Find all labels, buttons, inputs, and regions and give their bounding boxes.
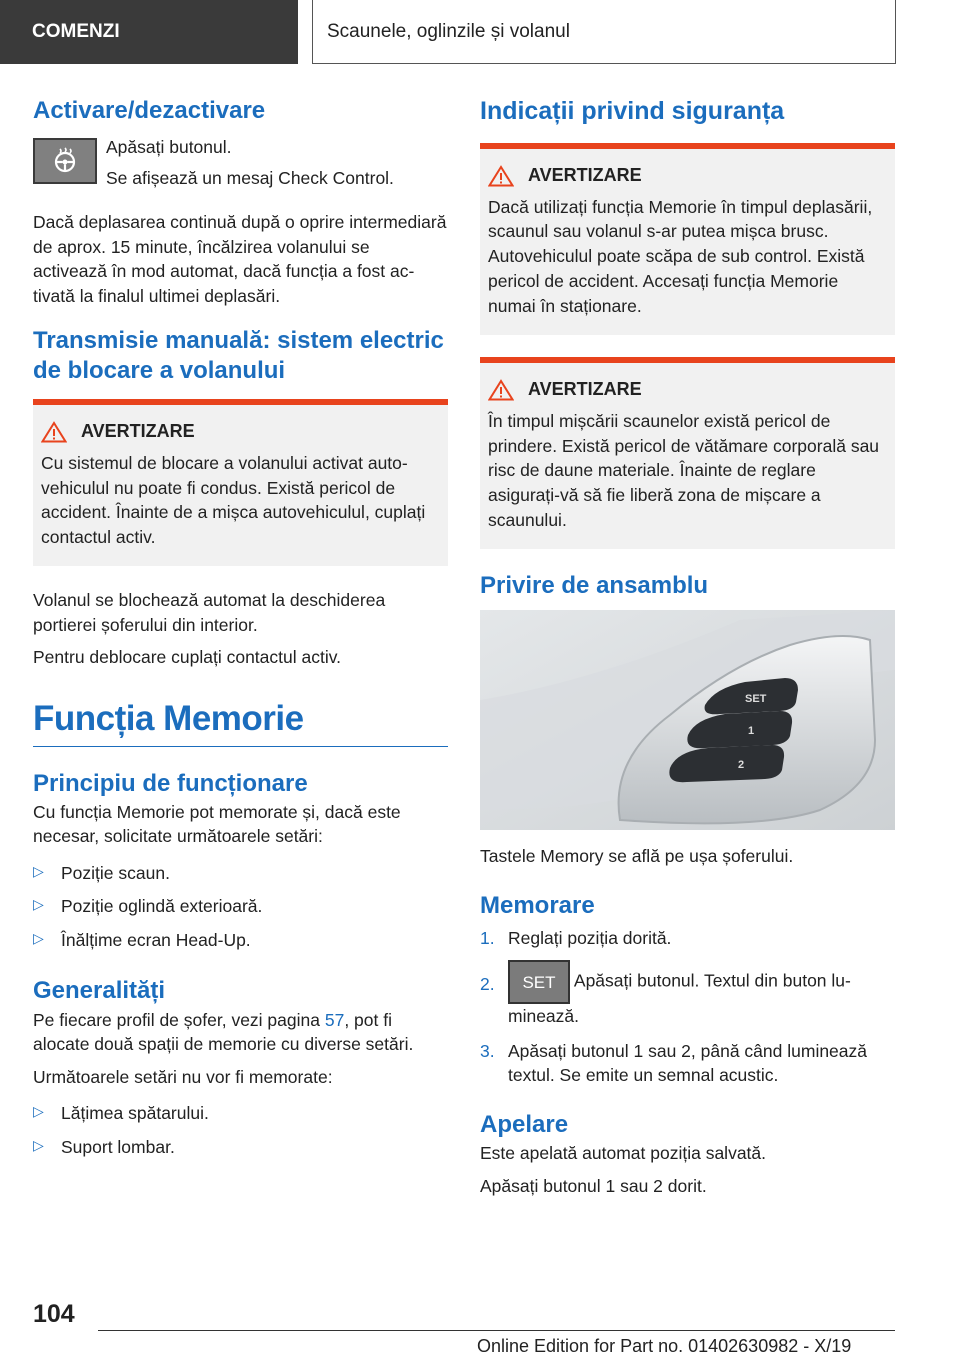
list-item: ▷ Suport lombar. xyxy=(33,1136,175,1157)
heading-apelare: Apelare xyxy=(480,1110,569,1138)
footer-edition: Online Edition for Part no. 01402630982 - X/19 xyxy=(477,1336,852,1356)
nu-memorate-text: Următoarele setări nu vor fi memorate: xyxy=(33,1066,333,1087)
triangle-bullet-icon: ▷ xyxy=(33,1103,44,1120)
triangle-bullet-icon: ▷ xyxy=(33,896,44,913)
activare-paragraph: Dacă deplasarea continuă după o oprire intermediară de aprox. 15 minute, încălzirea volanului se activează în mod automat, dacă funcția a fost activată la finalul ultimei deplasări. xyxy=(33,212,447,306)
principiu-text: Cu funcția Memorie pot memorate și, dacă este necesar, solicitate următoarele setări: xyxy=(33,801,401,847)
warning-triangle-icon xyxy=(488,165,514,187)
heading-transmisie: Transmisie manuală: sistem electric de blocare a volanului xyxy=(33,327,444,384)
photo-caption: Tastele Memory se află pe ușa șoferului. xyxy=(480,846,794,867)
transmisie-para1: Volanul se blochează automat la deschiderea portierei șoferului din interior. xyxy=(33,590,386,635)
svg-text:SET: SET xyxy=(745,693,767,706)
apelare-text2: Apăsați butonul 1 sau 2 dorit. xyxy=(480,1175,707,1196)
warning-title: AVERTIZARE xyxy=(81,421,195,442)
section-title: COMENZI xyxy=(32,21,120,42)
step-item: 1. Reglați poziția dorită. xyxy=(480,927,672,948)
set-button-icon: SET xyxy=(508,960,570,1004)
right-column xyxy=(480,96,895,1206)
memorized-settings-list xyxy=(33,861,448,953)
activare-step2: Se afișează un mesaj Check Control. xyxy=(106,167,394,188)
warning-box-pinch xyxy=(480,357,895,549)
heading-generalitati: Generalități xyxy=(33,977,166,1005)
heading-memorare: Memorare xyxy=(480,891,595,919)
warning-text: Cu sistemul de blocare a volanului activat autovehiculul nu poate fi condus. Există pericol de accident. Înainte de a mișca autovehiculul, cuplați contactul activ. xyxy=(41,452,426,548)
list-item: ▷ Poziție scaun. xyxy=(33,862,170,883)
warning-text: În timpul mișcării scaunelor există pericol de prindere. Există pericol de vătămare corporală sau risc de daune materiale. Înainte de reglare asigurați-vă să fie liberă zona de mișcare a scaunului. xyxy=(488,410,880,531)
step-item: 3. Apăsați butonul 1 sau 2, până când luminează textul. Se emite un semnal acustic. xyxy=(480,1040,868,1086)
footer-divider xyxy=(98,1330,895,1331)
warning-box-lock xyxy=(33,399,448,566)
activare-step1: Apăsați butonul. xyxy=(106,137,232,158)
page-number: 104 xyxy=(33,1300,75,1328)
not-memorized-list xyxy=(33,1101,448,1159)
triangle-bullet-icon: ▷ xyxy=(33,1136,44,1153)
svg-text:2: 2 xyxy=(738,759,745,772)
memorare-steps xyxy=(480,926,895,1088)
list-item: ▷ Lățimea spătarului. xyxy=(33,1103,209,1124)
warning-triangle-icon xyxy=(41,421,67,443)
warning-box-memory xyxy=(480,143,895,335)
chapter-tab xyxy=(312,0,896,64)
steering-wheel-heating-icon xyxy=(33,138,97,184)
heading-activare: Activare/dezactivare xyxy=(33,97,266,124)
section-tab xyxy=(0,0,298,64)
triangle-bullet-icon: ▷ xyxy=(33,929,44,946)
heading-ansamblu: Privire de ansamblu xyxy=(480,571,709,599)
generalitati-text: Pe fiecare profil de șofer, vezi pagina 57, pot fi alocate două spații de memorie cu diverse setări. xyxy=(33,1009,414,1055)
left-column xyxy=(33,96,448,1169)
step-item: 2. SET Apăsați butonul. Textul din buton luminează. xyxy=(480,960,895,1029)
warning-triangle-icon xyxy=(488,379,514,401)
page-link[interactable]: 57 xyxy=(324,1009,345,1030)
transmisie-para2: Pentru deblocare cuplați contactul activ. xyxy=(33,647,342,668)
heading-siguranta: Indicații privind siguranța xyxy=(480,97,785,125)
memorie-heading-block xyxy=(33,698,448,747)
list-item: ▷ Înălțime ecran Head-Up. xyxy=(33,929,251,950)
warning-title: AVERTIZARE xyxy=(528,165,642,185)
memory-buttons-photo xyxy=(480,610,895,830)
activare-step xyxy=(33,135,448,198)
list-item: ▷ Poziție oglindă exterioară. xyxy=(33,896,263,917)
chapter-title: Scaunele, oglinzile și volanul xyxy=(327,20,570,42)
warning-title: AVERTIZARE xyxy=(528,379,642,400)
heading-memorie: Funcția Memorie xyxy=(33,698,304,738)
apelare-text1: Este apelată automat poziția salvată. xyxy=(480,1143,767,1164)
triangle-bullet-icon: ▷ xyxy=(33,862,44,879)
warning-text: Dacă utilizați funcția Memorie în timpul deplasării, scaunul sau volanul s-ar putea mișca brusc. Autovehiculul poate scăpa de sub control. Există pericol de accident. Accesați funcția Memorie numai în staționare. xyxy=(488,196,873,316)
heading-principiu: Principiu de funcționare xyxy=(33,769,308,797)
svg-text:1: 1 xyxy=(748,725,755,738)
